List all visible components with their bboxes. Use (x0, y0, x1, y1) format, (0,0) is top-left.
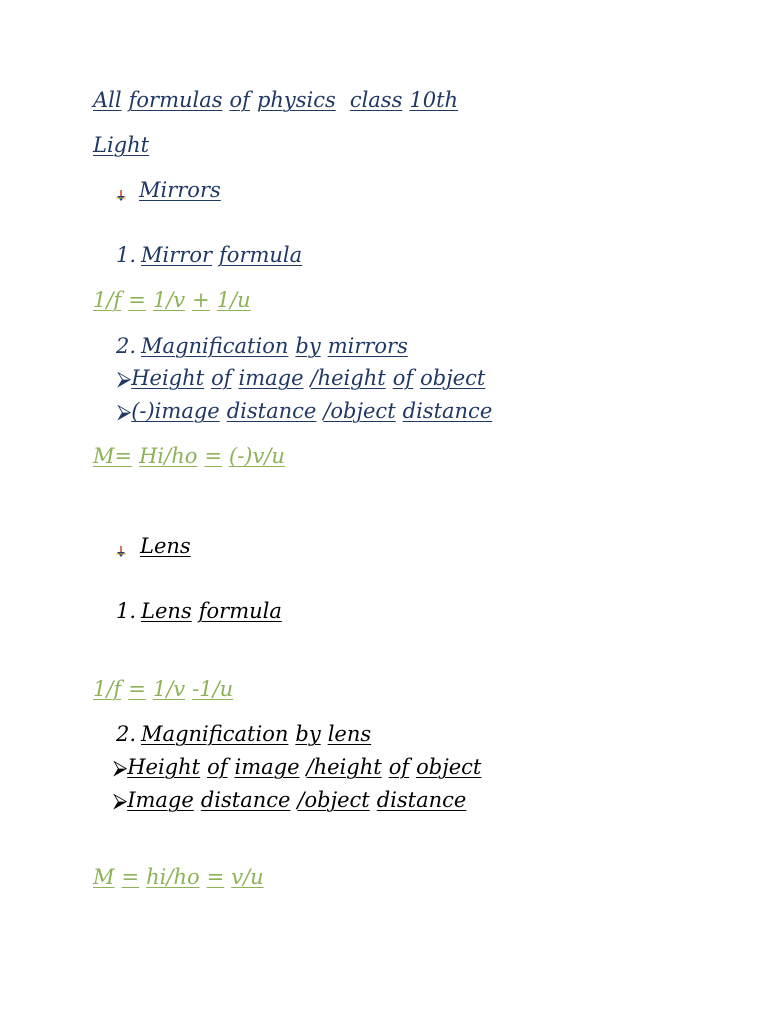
list-word: formula (198, 599, 282, 623)
lens-heading-text: Lens (140, 534, 191, 558)
section-heading-text: Light (93, 133, 150, 157)
formula-part: 1/v (152, 288, 186, 312)
list-word: Lens (141, 599, 192, 623)
sub-word: Image (127, 788, 194, 812)
arrowhead-icon: ⮚ (113, 788, 128, 812)
list-word: Magnification (141, 334, 289, 358)
lens-formula-heading (116, 599, 282, 623)
sub-word: object (416, 755, 482, 779)
mirrors-heading-text: Mirrors (139, 178, 221, 202)
formula-part: 1/u (216, 288, 251, 312)
sub-word: (-)image (131, 399, 220, 423)
sub-word: of (211, 366, 232, 390)
formula-part: M (93, 865, 115, 889)
formula-part: (-)v/u (229, 444, 285, 468)
lens-heading (140, 534, 191, 558)
sub-word: /height (310, 366, 386, 390)
sub-word: of (388, 755, 410, 779)
mirror-formula (93, 288, 251, 312)
list-word: formula (219, 243, 303, 267)
formula-part: = (121, 865, 140, 889)
formula-part: hi/ho (146, 865, 200, 889)
title-word: class (349, 88, 403, 112)
formula-part: = (204, 444, 222, 468)
formula-part: -1/u (192, 677, 234, 701)
list-word: Mirror (141, 243, 213, 267)
lens-sub-item (113, 755, 481, 779)
title-word: of (229, 88, 250, 112)
sub-word: of (392, 366, 414, 390)
sub-word: distance (402, 399, 493, 423)
list-word: Magnification (141, 722, 289, 746)
list-number: 1. (116, 599, 137, 623)
list-number: 2. (116, 334, 137, 358)
formula-part: + (192, 288, 210, 312)
formula-part: = (128, 677, 146, 701)
list-number: 1. (116, 243, 137, 267)
lens-formula (93, 677, 233, 701)
arrow-bullet-icon (116, 190, 126, 202)
title-word: All (93, 88, 122, 112)
sub-word: Height (127, 755, 201, 779)
formula-part: Hi/ho (139, 444, 198, 468)
formula-part: = (128, 288, 146, 312)
sub-word: distance (200, 788, 291, 812)
sub-word: of (207, 755, 228, 779)
list-word: mirrors (327, 334, 408, 358)
mirror-sub-item (117, 399, 492, 423)
lens-magnification-formula (93, 865, 264, 889)
title-word: formulas (128, 88, 223, 112)
arrowhead-icon: ⮚ (113, 755, 128, 779)
mirror-magnification-formula (93, 444, 285, 468)
list-word: lens (327, 722, 372, 746)
lens-magnification-heading (116, 722, 371, 746)
list-number: 2. (116, 722, 137, 746)
arrowhead-icon: ⮚ (117, 399, 132, 423)
sub-word: Height (131, 366, 205, 390)
formula-part: 1/v (152, 677, 186, 701)
sub-word: distance (376, 788, 467, 812)
list-word: by (295, 722, 321, 746)
lens-sub-item (113, 788, 466, 812)
sub-word: object (420, 366, 486, 390)
section-heading (93, 133, 149, 157)
arrowhead-icon: ⮚ (117, 366, 132, 390)
formula-part: M= (93, 444, 133, 468)
list-word: by (295, 334, 321, 358)
sub-word: /object (323, 399, 396, 423)
sub-word: image (234, 755, 300, 779)
formula-part: 1/f (93, 288, 122, 312)
arrow-bullet-icon (116, 546, 126, 558)
sub-word: image (238, 366, 304, 390)
formula-part: v/u (231, 865, 264, 889)
mirror-sub-item (117, 366, 485, 390)
document-title (93, 88, 458, 112)
title-word: 10th (409, 88, 459, 112)
formula-part: = (206, 865, 225, 889)
sub-word: /height (306, 755, 382, 779)
formula-part: 1/f (93, 677, 122, 701)
mirror-magnification-heading (116, 334, 408, 358)
title-word: physics (256, 88, 336, 112)
sub-word: /object (297, 788, 370, 812)
mirror-formula-heading (116, 243, 302, 267)
sub-word: distance (226, 399, 317, 423)
mirrors-heading (139, 178, 221, 202)
